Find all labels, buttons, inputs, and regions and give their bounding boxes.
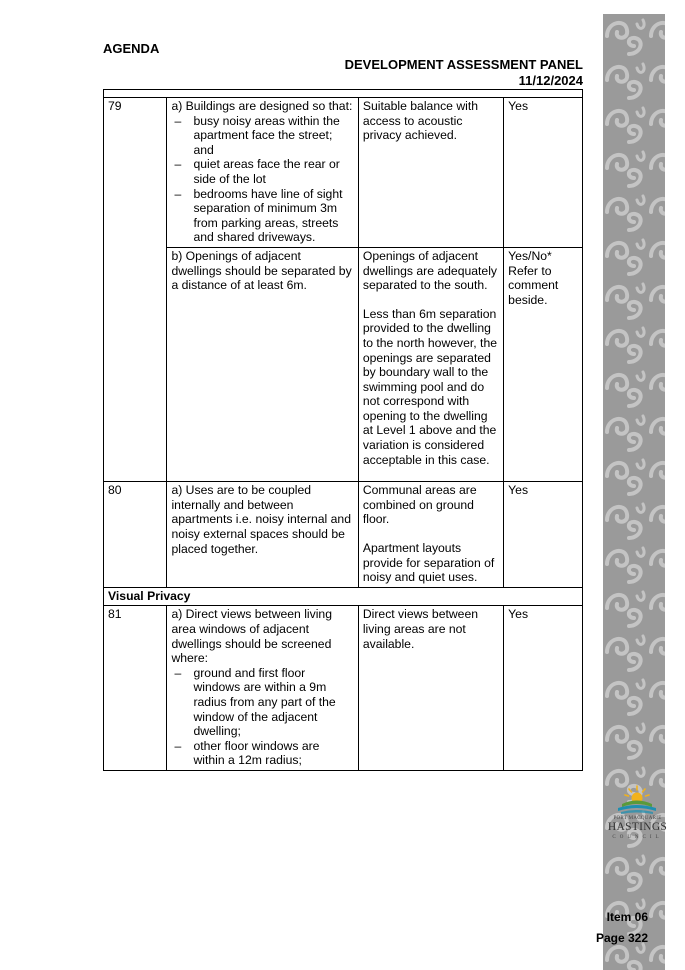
table-top-cell <box>104 90 583 98</box>
comment-cell <box>358 482 503 588</box>
comment-paragraph: Communal areas are combined on ground floor. <box>362 483 477 527</box>
requirement-cell <box>167 606 358 771</box>
table-row <box>104 98 583 248</box>
panel-heading: DEVELOPMENT ASSESSMENT PANEL <box>344 57 583 72</box>
table-row <box>104 247 583 481</box>
requirement-list <box>171 666 353 768</box>
assessment-table <box>103 89 583 771</box>
comment-paragraph: Less than 6m separation provided to the dwelling to the north however, the openings are separated by boundary wall to the swimming pool and do not correspond with opening to the dwelling at Level 1 above and the variation is considered acceptable in this case. <box>362 306 497 467</box>
section-heading: Visual Privacy <box>104 587 583 606</box>
clause-number: 79 <box>104 98 167 482</box>
compliance-cell: Yes <box>504 482 583 588</box>
list-item: – ground and first floor windows are within a 9m radius from any part of the window of the adjacent dwelling; <box>171 666 353 739</box>
council-logo <box>605 783 670 845</box>
compliance-cell: Yes <box>504 98 583 248</box>
requirement-cell <box>167 98 358 248</box>
requirement-cell: b) Openings of adjacent dwellings should be separated by a distance of at least 6m. <box>167 247 358 481</box>
comment-paragraph: Openings of adjacent dwellings are adequately separated to the south. <box>362 248 497 293</box>
list-item: – busy noisy areas within the apartment face the street; and <box>171 114 353 158</box>
meeting-date: 11/12/2024 <box>518 73 583 88</box>
comment-paragraph: Apartment layouts provide for separation of noisy and quiet uses. <box>362 541 495 585</box>
requirement-list <box>171 114 353 245</box>
logo-text-hastings: HASTINGS <box>607 821 668 833</box>
table-row <box>104 482 583 588</box>
comment-cell: Direct views between living areas are not available. <box>358 606 503 771</box>
compliance-cell: Yes <box>504 606 583 771</box>
requirement-intro: a) Buildings are designed so that: <box>171 99 353 113</box>
section-row <box>104 587 583 606</box>
list-item: – bedrooms have line of sight separation of minimum 3m from parking areas, streets and shared driveways. <box>171 187 353 245</box>
page-number: Page 322 <box>595 931 648 945</box>
clause-number: 80 <box>104 482 167 588</box>
item-number: Item 06 <box>606 910 648 924</box>
clause-number: 81 <box>104 606 167 771</box>
list-item: – quiet areas face the rear or side of the lot <box>171 157 353 186</box>
compliance-cell: Yes/No* Refer to comment beside. <box>504 247 583 481</box>
agenda-heading: AGENDA <box>103 41 160 56</box>
comment-cell <box>358 247 503 481</box>
requirement-cell: a) Uses are to be coupled internally and between apartments i.e. noisy internal and noisy external spaces should be placed together. <box>167 482 358 588</box>
logo-text-council: COUNCIL <box>612 835 663 840</box>
logo-text-port-macquarie: PORT MACQUARIE <box>613 816 662 821</box>
table-top-row <box>104 90 583 98</box>
list-item: – other floor windows are within a 12m radius; <box>171 739 353 768</box>
requirement-intro: a) Direct views between living area windows of adjacent dwellings should be screened where: <box>171 607 332 666</box>
table-row <box>104 606 583 771</box>
comment-cell: Suitable balance with access to acoustic privacy achieved. <box>358 98 503 248</box>
council-emblem-icon <box>605 783 670 815</box>
